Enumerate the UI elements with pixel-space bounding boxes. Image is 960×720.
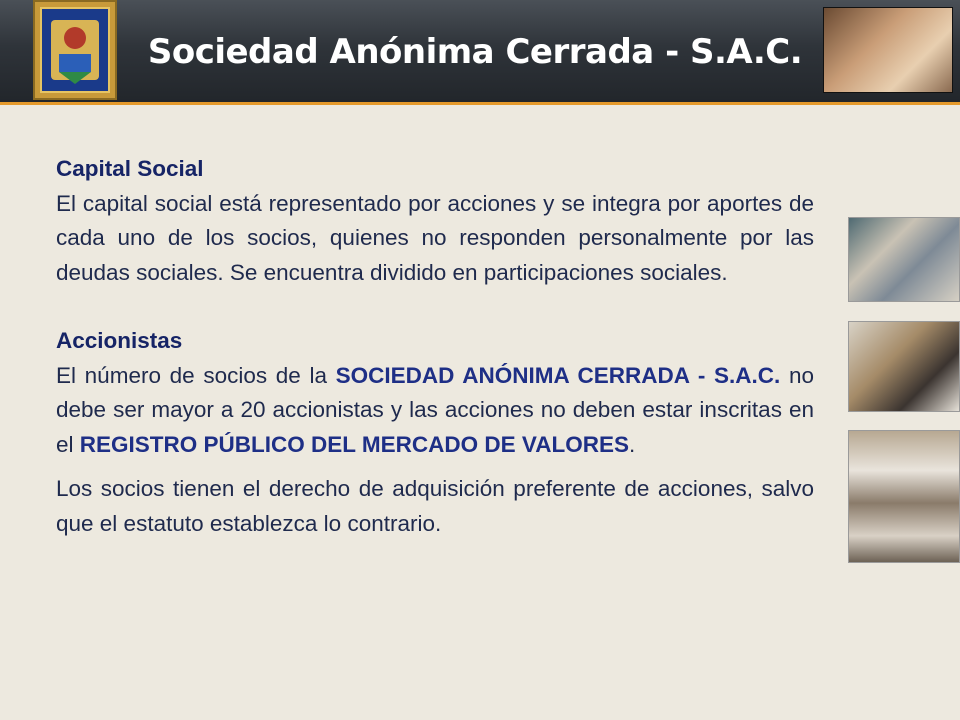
registro-highlight: REGISTRO PÚBLICO DEL MERCADO DE VALORES (79, 431, 629, 457)
laptop-photo (848, 321, 960, 412)
page-title: Sociedad Anónima Cerrada - S.A.C. (147, 32, 803, 72)
accionistas-text-2: no debe ser mayor a 20 accionistas y las acciones no deben estar inscritas en el (56, 362, 814, 457)
meeting-photo (848, 217, 960, 302)
collage-photo (848, 430, 960, 563)
capital-paragraph: El capital social está representado por acciones y se integra por aportes de cada uno de los socios, quienes no responden personalmente por las deudas sociales. Se encuentra dividido en participaciones sociales. (56, 190, 814, 285)
accionistas-paragraph (56, 359, 814, 463)
header-accent-line (0, 102, 960, 105)
university-logo (33, 0, 117, 100)
accionistas-heading: Accionistas (56, 328, 183, 353)
woman-photo (823, 7, 953, 93)
socios-paragraph: Los socios tienen el derecho de adquisición preferente de acciones, salvo que el estatuto establezca lo contrario. (56, 476, 814, 536)
capital-heading: Capital Social (56, 156, 204, 181)
main-content (56, 152, 814, 541)
accionistas-text-3: . (628, 431, 636, 457)
sac-highlight: SOCIEDAD ANÓNIMA CERRADA - S.A.C. (335, 362, 781, 388)
accionistas-text-1: El número de socios de la (56, 362, 336, 388)
